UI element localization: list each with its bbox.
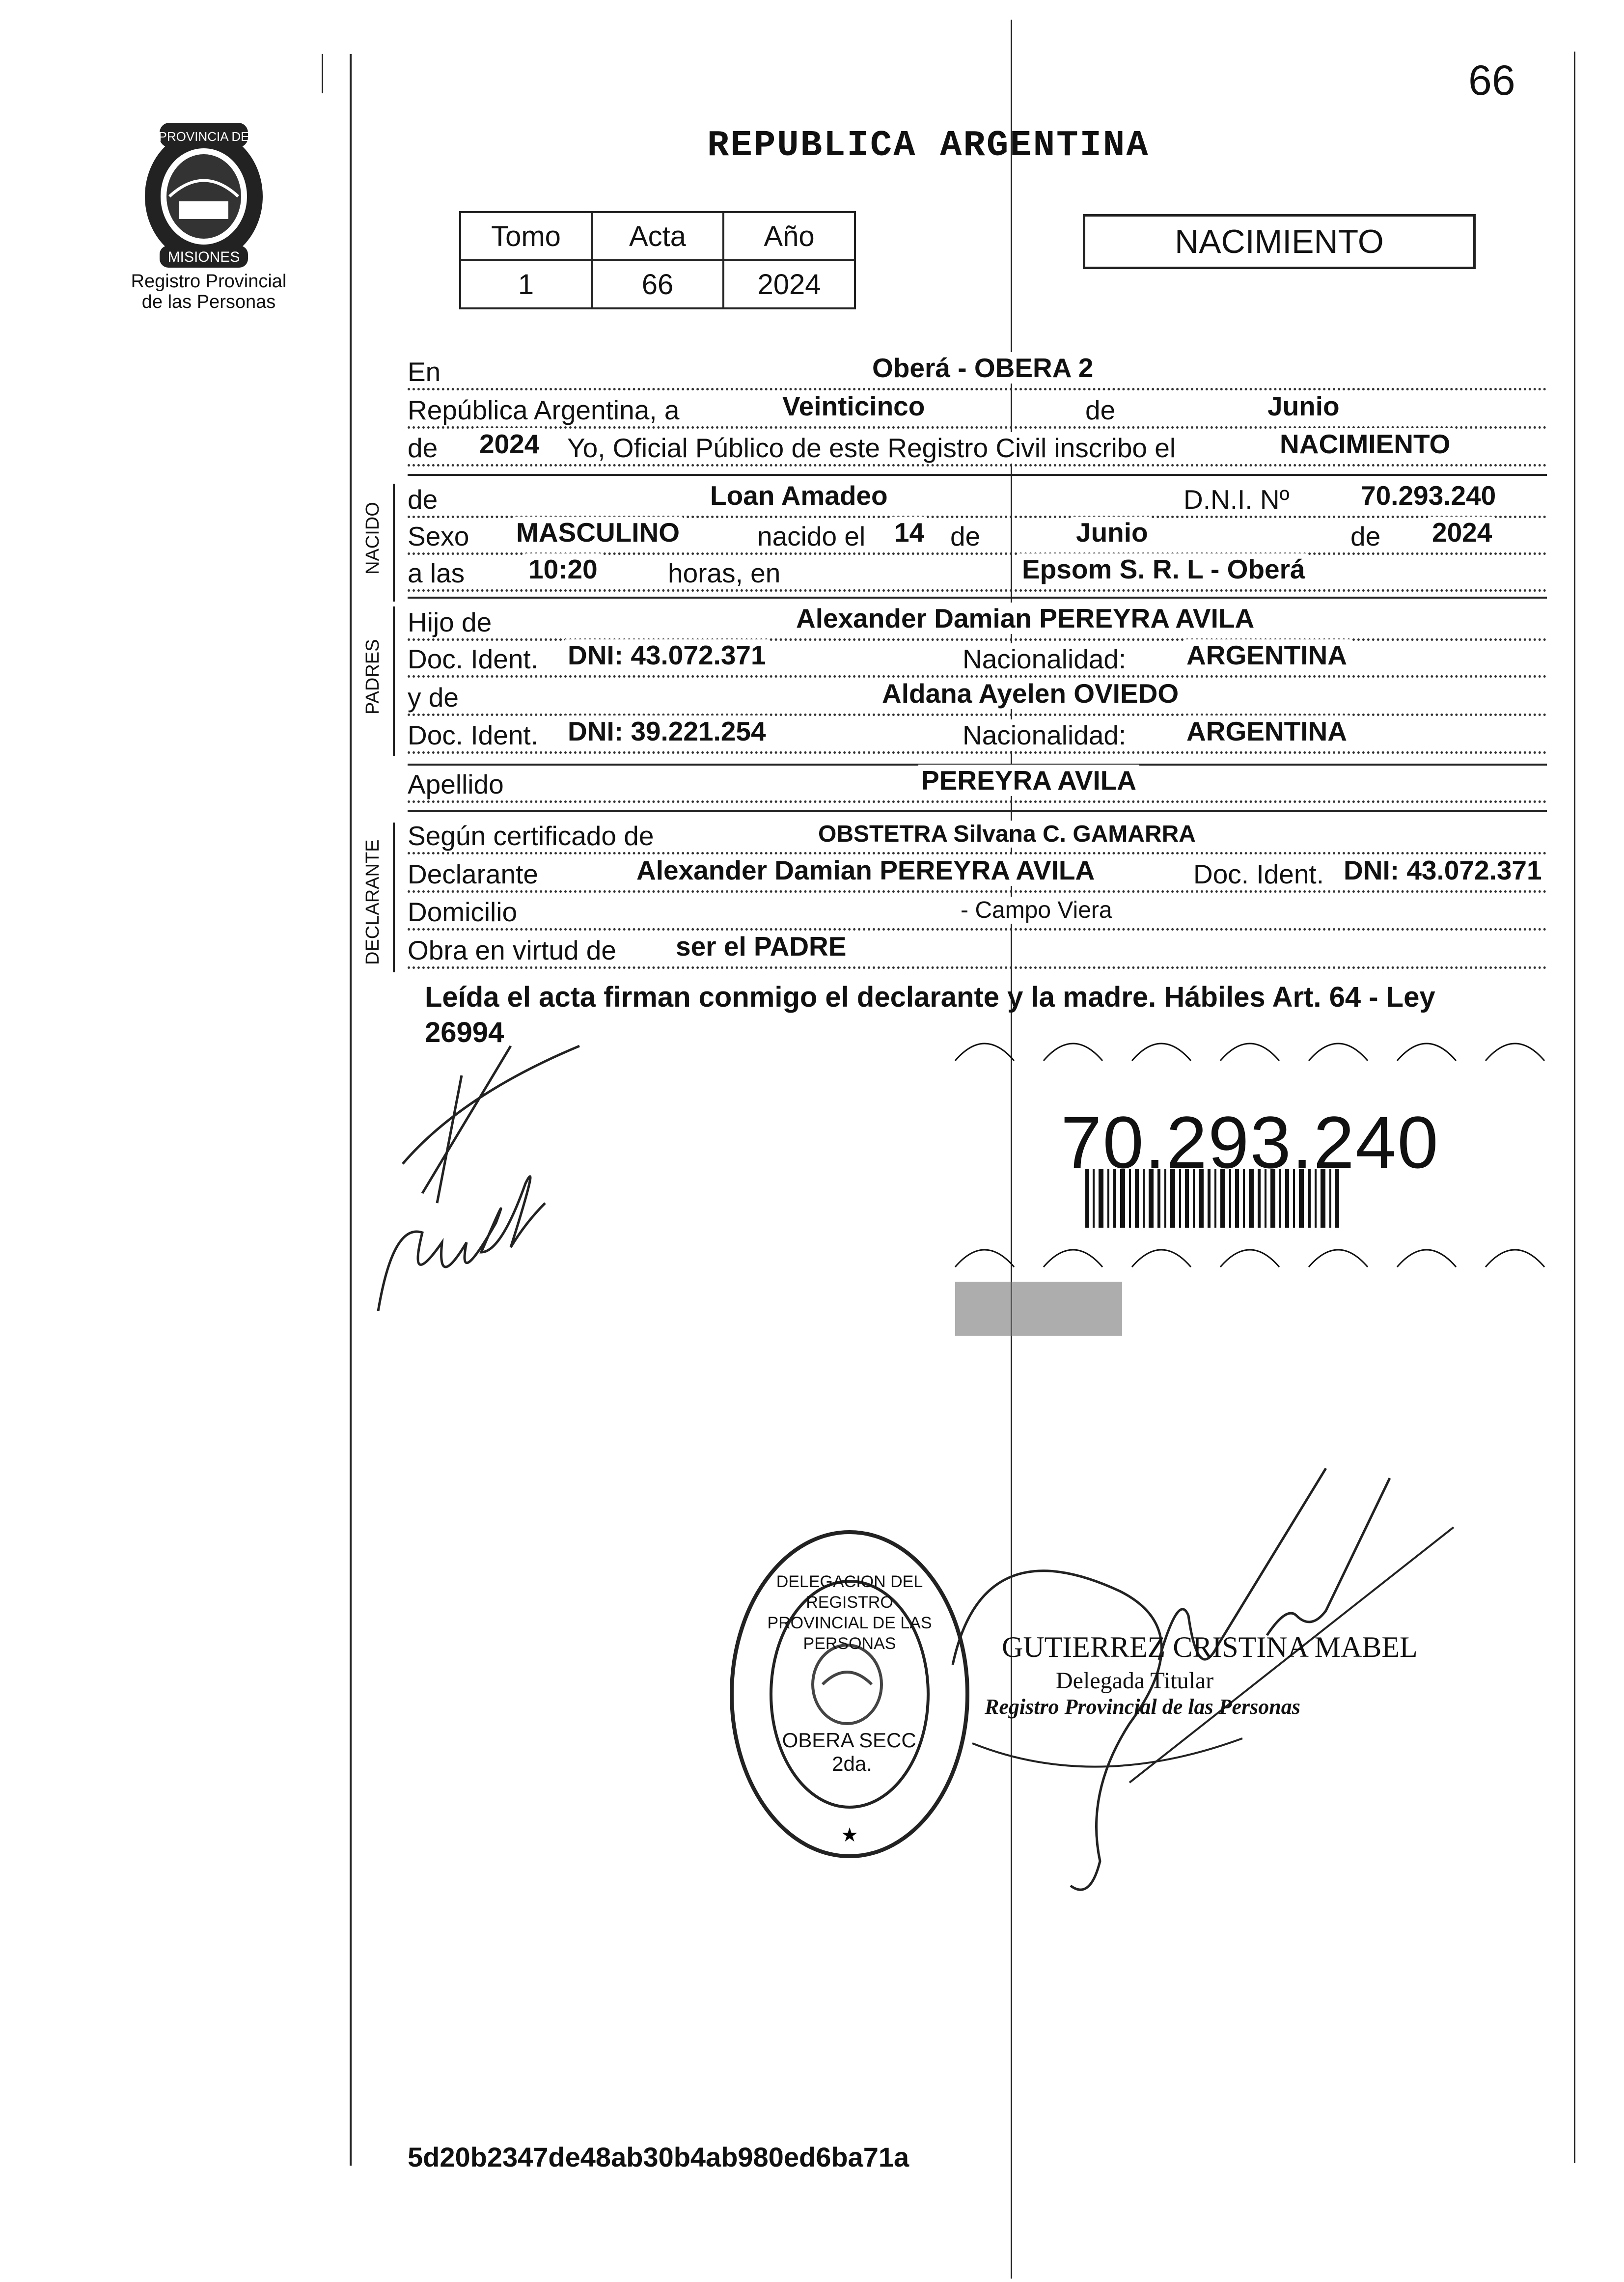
registry-header-acta: Acta — [592, 212, 723, 260]
value-padre-doc: DNI: 43.072.371 — [565, 639, 769, 671]
label-apellido: Apellido — [408, 769, 509, 800]
value-dia-nac: 14 — [891, 517, 927, 548]
row-virtud — [408, 931, 1547, 973]
document-hash: 5d20b2347de48ab30b4ab980ed6ba71a — [408, 2142, 909, 2172]
declarant-signature — [363, 1036, 589, 1311]
page-title: REPUBLICA ARGENTINA — [707, 125, 1150, 166]
official-role: Delegada Titular — [1056, 1668, 1214, 1694]
value-nombre: Loan Amadeo — [707, 480, 891, 511]
org-caption — [120, 271, 297, 312]
value-declarante-doc: DNI: 43.072.371 — [1341, 854, 1545, 886]
rule-padres-top — [408, 597, 1547, 599]
value-declarante: Alexander Damian PEREYRA AVILA — [633, 854, 1098, 886]
registry-value-anio: 2024 — [723, 260, 855, 308]
side-label-declarante: DECLARANTE — [362, 839, 383, 965]
row-inscripcion — [408, 429, 1547, 470]
value-certificado: OBSTETRA Silvana C. GAMARRA — [815, 821, 1199, 848]
value-madre: Aldana Ayelen OVIEDO — [879, 678, 1182, 709]
registry-value-tomo: 1 — [460, 260, 592, 308]
label-de: de — [1085, 394, 1120, 426]
rule-nacido-top — [408, 474, 1547, 476]
logo-text-top: PROVINCIA DE — [158, 129, 249, 144]
declarante-bar — [393, 823, 395, 972]
label-doc-ident-3: Doc. Ident. — [1193, 858, 1329, 890]
value-hora: 10:20 — [525, 553, 601, 585]
label-republica: República Argentina, a — [408, 394, 684, 426]
row-hora — [408, 554, 1547, 596]
value-domicilio: - Campo Viera — [958, 897, 1115, 924]
nacido-bar — [393, 484, 395, 602]
label-doc-ident-2: Doc. Ident. — [408, 719, 543, 751]
label-obra: Obra en virtud de — [408, 935, 621, 966]
row-apellido — [408, 765, 1547, 807]
registry-table — [459, 211, 856, 309]
value-lugar: Oberá - OBERA 2 — [869, 352, 1096, 384]
rule-declarante-top — [408, 810, 1547, 812]
value-sexo: MASCULINO — [513, 517, 683, 548]
row-madre — [408, 678, 1547, 720]
label-de-anio: de — [1350, 521, 1385, 552]
row-certificado — [408, 820, 1547, 858]
org-line-1: Registro Provincial — [131, 271, 287, 292]
row-madre-doc — [408, 716, 1547, 758]
label-hijo-de: Hijo de — [408, 606, 496, 638]
label-nacionalidad-1: Nacionalidad: — [963, 643, 1131, 675]
dni-sticker-number: 70.293.240 — [1061, 1101, 1439, 1183]
value-dni: 70.293.240 — [1358, 480, 1499, 511]
label-horas-en: horas, en — [668, 557, 785, 589]
value-padre: Alexander Damian PEREYRA AVILA — [793, 603, 1257, 634]
value-apellido: PEREYRA AVILA — [918, 765, 1139, 796]
label-nacionalidad-2: Nacionalidad: — [963, 719, 1131, 751]
value-lugar-nac: Epsom S. R. L - Oberá — [1019, 553, 1308, 585]
row-domicilio — [408, 896, 1547, 935]
value-mes: Junio — [1265, 390, 1343, 422]
official-name: GUTIERREZ CRISTINA MABEL — [1002, 1631, 1418, 1663]
label-segun: Según certificado de — [408, 820, 659, 852]
label-yo: Yo, Oficial Público de este Registro Civil inscribo el — [567, 432, 1181, 464]
value-madre-nac: ARGENTINA — [1184, 715, 1350, 747]
value-anio: 2024 — [476, 428, 542, 460]
registry-value-acta: 66 — [592, 260, 723, 308]
row-fecha — [408, 391, 1547, 433]
row-lugar — [408, 353, 1547, 394]
label-a-las: a las — [408, 557, 469, 589]
label-dni: D.N.I. Nº — [1184, 484, 1294, 515]
label-declarante: Declarante — [408, 858, 543, 890]
label-de-2: de — [408, 432, 442, 464]
row-declarante — [408, 855, 1547, 897]
side-label-padres: PADRES — [362, 639, 383, 715]
label-y-de: y de — [408, 682, 464, 713]
act-type-box: NACIMIENTO — [1083, 214, 1476, 269]
logo-text-bottom: MISIONES — [167, 249, 240, 265]
label-en: En — [408, 356, 445, 387]
label-de-mes: de — [950, 521, 985, 552]
label-de-nombre: de — [408, 484, 442, 515]
value-mes-nac: Junio — [1073, 517, 1151, 548]
padres-bar — [393, 606, 395, 756]
province-emblem-icon — [125, 106, 282, 273]
registry-header-anio: Año — [723, 212, 855, 260]
org-line-2: de las Personas — [141, 292, 276, 312]
left-margin-line — [350, 54, 352, 2166]
official-org: Registro Provincial de las Personas — [985, 1695, 1300, 1719]
value-dia-letras: Veinticinco — [779, 390, 928, 422]
label-domicilio: Domicilio — [408, 896, 522, 928]
stamp-outer-text: DELEGACION DEL REGISTRO PROVINCIAL DE LAS PERSONAS — [767, 1572, 932, 1653]
row-padre-doc — [408, 640, 1547, 682]
right-margin-line — [1574, 52, 1575, 2163]
value-tipo: NACIMIENTO — [1277, 428, 1453, 460]
label-sexo: Sexo — [408, 521, 474, 552]
svg-text:★: ★ — [841, 1824, 858, 1846]
value-madre-doc: DNI: 39.221.254 — [565, 715, 769, 747]
label-doc-ident-1: Doc. Ident. — [408, 643, 543, 675]
page-number: 66 — [1468, 57, 1515, 104]
label-nacido-el: nacido el — [757, 521, 870, 552]
scan-edge-line — [322, 54, 323, 93]
closing-text: Leída el acta firman conmigo el declarante y la madre. Hábiles Art. 64 - Ley 26994 — [425, 981, 1435, 1048]
registry-header-tomo: Tomo — [460, 212, 592, 260]
side-label-nacido: NACIDO — [362, 502, 383, 575]
value-padre-nac: ARGENTINA — [1184, 639, 1350, 671]
stamp-inner-text: OBERA SECC. 2da. — [782, 1729, 922, 1775]
value-anio-nac: 2024 — [1429, 517, 1495, 548]
value-virtud: ser el PADRE — [673, 931, 849, 962]
